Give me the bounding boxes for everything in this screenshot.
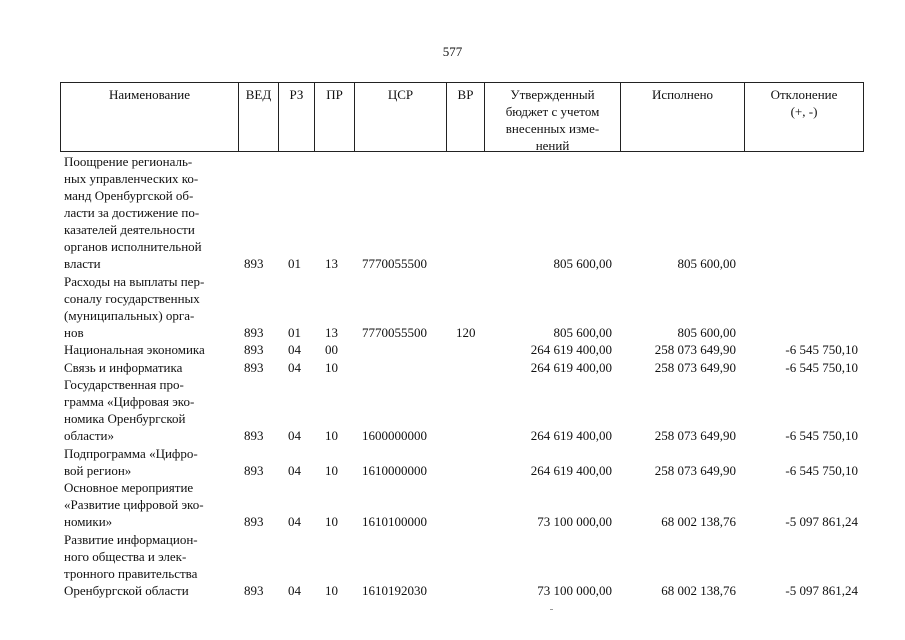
deviation-cell: -6 545 750,10 xyxy=(785,342,858,358)
deviation-cell: -6 545 750,10 xyxy=(785,462,858,478)
budget-cell: 264 619 400,00 xyxy=(530,462,612,478)
csr-cell: 7770055500 xyxy=(362,325,427,341)
table-row xyxy=(0,358,905,375)
vr-cell: 120 xyxy=(456,325,476,341)
ved-cell: 893 xyxy=(244,342,264,358)
name-line: Основное мероприятие xyxy=(64,480,194,496)
name-line: манд Оренбургской об- xyxy=(64,188,194,204)
header-pr xyxy=(315,83,355,151)
name-line: Оренбургской области xyxy=(64,583,189,599)
name-line: «Развитие цифровой эко- xyxy=(64,497,204,513)
header-ved-line: ВЕД xyxy=(245,87,272,102)
csr-cell: 1600000000 xyxy=(362,428,427,444)
header-rz-line: РЗ xyxy=(289,87,304,102)
csr-cell: 1610100000 xyxy=(362,514,427,530)
name-cell xyxy=(64,341,239,358)
header-budget-line: бюджет с учетом xyxy=(505,104,600,119)
name-cell xyxy=(64,359,239,376)
ved-cell: 893 xyxy=(244,462,264,478)
executed-cell: 258 073 649,90 xyxy=(654,428,736,444)
deviation-cell: -5 097 861,24 xyxy=(785,583,858,599)
name-line: казателей деятельности xyxy=(64,222,195,238)
table-row xyxy=(0,479,905,531)
header-deviation xyxy=(745,83,863,151)
name-line: ного общества и элек- xyxy=(64,549,187,565)
name-line: соналу государственных xyxy=(64,291,200,307)
name-line: органов исполнительной xyxy=(64,239,202,255)
name-line: Развитие информацион- xyxy=(64,532,198,548)
table-header xyxy=(60,82,864,152)
executed-cell: 68 002 138,76 xyxy=(661,583,736,599)
name-line: области» xyxy=(64,428,114,444)
header-csr xyxy=(355,83,447,151)
name-line: Расходы на выплаты пер- xyxy=(64,274,205,290)
ved-cell: 893 xyxy=(244,325,264,341)
header-budget xyxy=(485,83,621,151)
header-deviation-line: (+, -) xyxy=(790,104,818,119)
header-budget-line: нений xyxy=(535,138,570,153)
name-cell xyxy=(64,273,239,341)
pr-cell: 10 xyxy=(325,428,338,444)
name-line: грамма «Цифровая эко- xyxy=(64,394,195,410)
table-row xyxy=(0,152,905,272)
deviation-cell: -6 545 750,10 xyxy=(785,359,858,375)
header-done xyxy=(621,83,745,151)
table-row xyxy=(0,444,905,478)
pr-cell: 13 xyxy=(325,256,338,272)
name-cell xyxy=(64,531,239,599)
name-line: нов xyxy=(64,325,84,341)
budget-cell: 73 100 000,00 xyxy=(537,583,612,599)
csr-cell: 1610192030 xyxy=(362,583,427,599)
table-row xyxy=(0,272,905,341)
name-line: вой регион» xyxy=(64,462,132,478)
executed-cell: 805 600,00 xyxy=(677,325,736,341)
header-budget-line: Утвержденный xyxy=(510,87,595,102)
header-vr xyxy=(447,83,485,151)
budget-cell: 805 600,00 xyxy=(553,325,612,341)
rz-cell: 04 xyxy=(288,514,301,530)
ved-cell: 893 xyxy=(244,428,264,444)
name-line: (муниципальных) орга- xyxy=(64,308,195,324)
name-line: Государственная про- xyxy=(64,377,184,393)
header-rz xyxy=(279,83,315,151)
rz-cell: 04 xyxy=(288,462,301,478)
rz-cell: 04 xyxy=(288,583,301,599)
header-deviation-line: Отклонение xyxy=(770,87,838,102)
header-name xyxy=(61,83,239,151)
ved-cell: 893 xyxy=(244,359,264,375)
name-line: ласти за достижение по- xyxy=(64,205,200,221)
header-csr-line: ЦСР xyxy=(387,87,414,102)
csr-cell: 1610000000 xyxy=(362,462,427,478)
pr-cell: 10 xyxy=(325,583,338,599)
executed-cell: 68 002 138,76 xyxy=(661,514,736,530)
page-number: 577 xyxy=(442,44,463,59)
header-name-line: Наименование xyxy=(109,87,190,102)
name-line: Подпрограмма «Цифро- xyxy=(64,445,198,461)
executed-cell: 805 600,00 xyxy=(677,256,736,272)
rz-cell: 01 xyxy=(288,325,301,341)
rz-cell: 04 xyxy=(288,342,301,358)
name-cell xyxy=(64,376,239,444)
deviation-cell: -6 545 750,10 xyxy=(785,428,858,444)
header-vr-line: ВР xyxy=(457,87,474,102)
executed-cell: 258 073 649,90 xyxy=(654,342,736,358)
rz-cell: 01 xyxy=(288,256,301,272)
executed-cell: 258 073 649,90 xyxy=(654,359,736,375)
name-line: ных управленческих ко- xyxy=(64,171,199,187)
header-budget-line: внесенных изме- xyxy=(505,121,600,136)
table-row xyxy=(0,376,905,445)
rz-cell: 04 xyxy=(288,359,301,375)
header-done-line: Исполнено xyxy=(651,87,714,102)
table-row xyxy=(0,341,905,358)
budget-cell: 264 619 400,00 xyxy=(530,342,612,358)
pr-cell: 00 xyxy=(325,342,338,358)
executed-cell: 258 073 649,90 xyxy=(654,462,736,478)
pr-cell: 10 xyxy=(325,359,338,375)
csr-cell: 7770055500 xyxy=(362,256,427,272)
budget-cell: 73 100 000,00 xyxy=(537,514,612,530)
name-line: Поощрение региональ- xyxy=(64,154,193,170)
ved-cell: 893 xyxy=(244,514,264,530)
page-mark xyxy=(550,609,553,610)
pr-cell: 10 xyxy=(325,462,338,478)
name-cell xyxy=(64,479,239,530)
ved-cell: 893 xyxy=(244,583,264,599)
name-line: власти xyxy=(64,256,101,272)
budget-cell: 805 600,00 xyxy=(553,256,612,272)
deviation-cell: -5 097 861,24 xyxy=(785,514,858,530)
budget-cell: 264 619 400,00 xyxy=(530,359,612,375)
pr-cell: 10 xyxy=(325,514,338,530)
name-cell xyxy=(64,445,239,479)
name-line: номика Оренбургской xyxy=(64,411,186,427)
name-cell xyxy=(64,153,239,272)
name-line: Национальная экономика xyxy=(64,342,205,358)
ved-cell: 893 xyxy=(244,256,264,272)
name-line: номики» xyxy=(64,514,113,530)
name-line: Связь и информатика xyxy=(64,359,183,375)
budget-cell: 264 619 400,00 xyxy=(530,428,612,444)
table-row xyxy=(0,530,905,599)
name-line: тронного правительства xyxy=(64,566,198,582)
header-pr-line: ПР xyxy=(326,87,343,102)
pr-cell: 13 xyxy=(325,325,338,341)
header-ved xyxy=(239,83,279,151)
rz-cell: 04 xyxy=(288,428,301,444)
